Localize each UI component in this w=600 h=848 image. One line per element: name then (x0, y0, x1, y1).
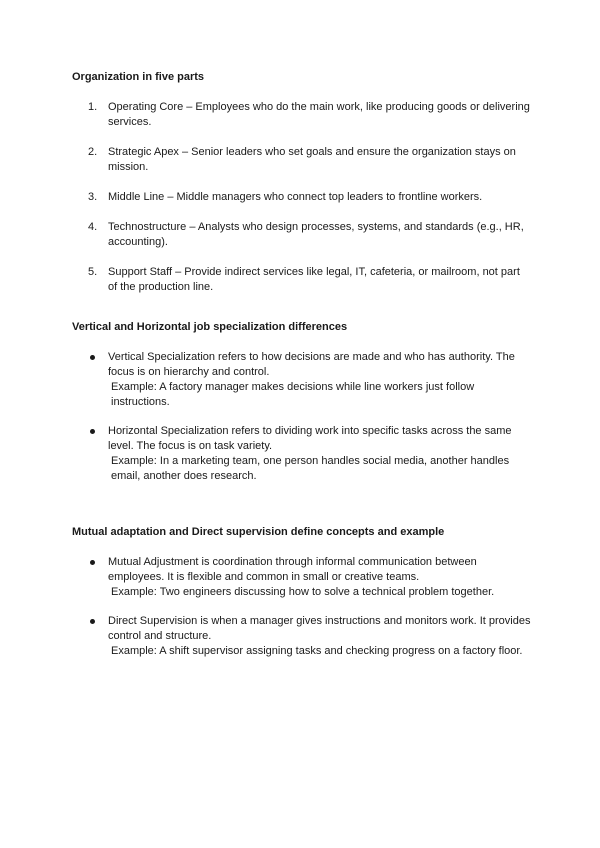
list-number: 1. (88, 101, 98, 113)
five-parts-list (72, 100, 532, 310)
section-heading-coordination: Mutual adaptation and Direct supervision define concepts and example (72, 526, 445, 538)
specialization-list (72, 350, 532, 498)
example-text: Example: A shift supervisor assigning tasks and checking progress on a factory floor. (111, 645, 523, 657)
list-item-text: Technostructure – Analysts who design processes, systems, and standards (e.g., HR, accounting). (108, 221, 524, 248)
section-heading-five-parts: Organization in five parts (72, 71, 205, 83)
list-number: 2. (88, 146, 98, 158)
list-item-text: Support Staff – Provide indirect services like legal, IT, cafeteria, or mailroom, not part of the production line. (108, 266, 520, 293)
list-number: 3. (88, 191, 98, 203)
example-text: Example: In a marketing team, one person handles social media, another handles email, another does research. (111, 455, 510, 482)
list-item (72, 145, 532, 175)
list-number: 4. (88, 221, 98, 233)
list-item (72, 350, 532, 410)
list-item-text: Strategic Apex – Senior leaders who set goals and ensure the organization stays on mission. (108, 146, 516, 173)
example-text: Example: A factory manager makes decisions while line workers just follow instructions. (111, 381, 475, 408)
list-item (72, 424, 532, 484)
example-text: Example: Two engineers discussing how to solve a technical problem together. (111, 586, 495, 598)
bullet-icon (90, 619, 95, 624)
list-item (72, 265, 532, 295)
list-item-text: Vertical Specialization refers to how decisions are made and who has authority. The focus is on hierarchy and control. (108, 351, 515, 378)
list-item (72, 190, 532, 205)
list-item-text: Middle Line – Middle managers who connect top leaders to frontline workers. (108, 191, 483, 203)
coordination-list (72, 555, 532, 673)
list-item-text: Direct Supervision is when a manager gives instructions and monitors work. It provides control and structure. (108, 615, 531, 642)
list-item-text: Mutual Adjustment is coordination through informal communication between employees. It is flexible and common in small or creative teams. (108, 556, 477, 583)
list-item-text: Operating Core – Employees who do the main work, like producing goods or delivering services. (108, 101, 530, 128)
list-item (72, 100, 532, 130)
bullet-icon (90, 355, 95, 360)
bullet-icon (90, 429, 95, 434)
list-item (72, 220, 532, 250)
section-heading-specialization: Vertical and Horizontal job specialization differences (72, 321, 348, 333)
list-item-text: Horizontal Specialization refers to dividing work into specific tasks across the same level. The focus is on task variety. (108, 425, 512, 452)
bullet-icon (90, 560, 95, 565)
list-item (72, 555, 532, 600)
list-number: 5. (88, 266, 98, 278)
list-item (72, 614, 532, 659)
